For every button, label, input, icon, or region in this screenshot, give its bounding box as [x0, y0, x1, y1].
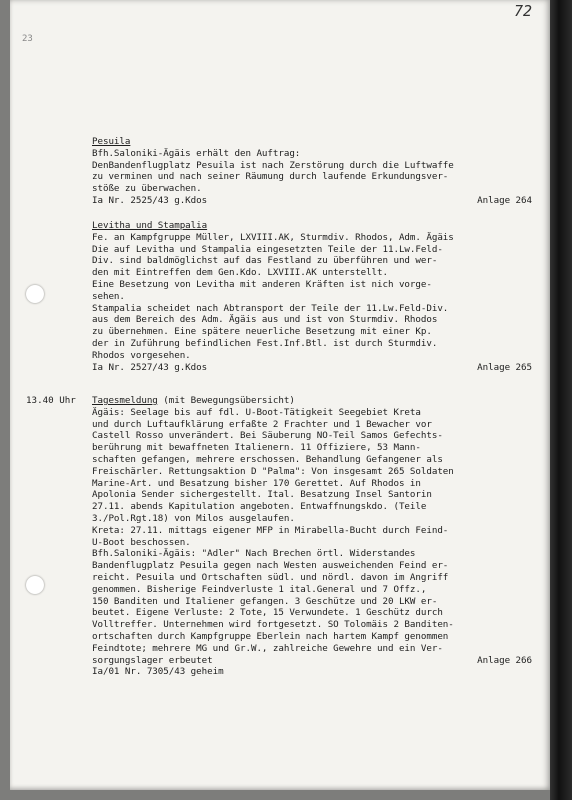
text-line: Stampalia scheidet nach Abtransport der Teile der 11.Lw.Feld-Div. [92, 302, 449, 314]
section-heading-line [92, 395, 542, 407]
text-line: beutet. Eigene Verluste: 2 Tote, 15 Verwundete. 1 Geschütz durch [92, 607, 443, 619]
text-line: Freischärler. Rettungsaktion D "Palma": Von insgesamt 265 Soldaten [92, 465, 454, 477]
text-line: sorgungslager erbeutet [92, 654, 213, 666]
text-line: reicht. Pesuila und Ortschaften südl. und nördl. davon im Angriff [92, 571, 449, 583]
text-line: berührung mit bewaffneten Italienern. 11 Offiziere, 53 Mann- [92, 442, 421, 454]
text-line: der in Zuführung befindlichen Fest.Inf.Btl. ist durch Sturmdiv. [92, 337, 438, 349]
text-line: zu verminen und nach seiner Räumung durch laufende Erkundungsver- [92, 171, 449, 183]
text-line: Rhodos vorgesehen. [92, 349, 191, 361]
reference-number: Ia Nr. 2527/43 g.Kdos [92, 361, 208, 373]
section-pesuila [92, 136, 542, 207]
punch-hole [26, 285, 44, 303]
text-line: den mit Eintreffen dem Gen.Kdo. LXVIII.AK unterstellt. [92, 267, 388, 279]
reference-number: Ia/01 Nr. 7305/43 geheim [92, 666, 224, 678]
annex-label: Anlage 264 [477, 194, 532, 206]
text-line: zu übernehmen. Eine spätere neuerliche Besetzung mit einer Kp. [92, 326, 432, 338]
text-line: Ägäis: Seelage bis auf fdl. U-Boot-Tätigkeit Seegebiet Kreta [92, 406, 421, 418]
page-number-left: 23 [22, 34, 33, 44]
text-line: 150 Banditen und Italiener gefangen. 3 Geschütze und 20 LKW er- [92, 595, 438, 607]
section-heading-suffix: (mit Bewegungsübersicht) [157, 395, 295, 406]
text-line: Kreta: 27.11. mittags eigener MFP in Mirabella-Bucht durch Feind- [92, 524, 449, 536]
time-label: 13.40 Uhr [26, 395, 76, 406]
section-levitha-stampalia [92, 220, 542, 373]
reference-line [92, 655, 542, 667]
section-heading: Pesuila [92, 136, 131, 147]
page-number: 72 [513, 2, 532, 20]
text-line: Castell Rosso unverändert. Bei Säuberung NO-Teil Samos Gefechts- [92, 430, 443, 442]
text-line: Bandenflugplatz Pesuila gegen nach Westen ausweichenden Feind er- [92, 560, 449, 572]
text-line: Div. sind baldmöglichst auf das Festland zu überführen und wer- [92, 255, 438, 267]
text-line: Bfh.Saloniki-Ägäis: "Adler" Nach Brechen örtl. Widerstandes [92, 548, 416, 560]
document-page [10, 0, 550, 790]
text-line: schaften gefangen, mehrere erschossen. Behandlung Gefangener als [92, 453, 443, 465]
section-heading: Levitha und Stampalia [92, 220, 208, 231]
section-heading: Tagesmeldung [92, 395, 158, 406]
reference-number: Ia Nr. 2525/43 g.Kdos [92, 194, 208, 206]
text-line: DenBandenflugplatz Pesuila ist nach Zerstörung durch die Luftwaffe [92, 159, 454, 171]
text-line: aus dem Bereich des Adm. Ägäis aus und ist von Sturmdiv. Rhodos [92, 314, 438, 326]
text-line: ortschaften durch Kampfgruppe Eberlein nach hartem Kampf genommen [92, 630, 449, 642]
text-line: und durch Luftaufklärung erfaßte 2 Frachter und 1 Bewacher vor [92, 418, 432, 430]
text-line: 27.11. abends Kapitulation angeboten. Entwaffnungskdo. (Teile [92, 501, 427, 513]
scan-edge [550, 0, 572, 800]
text-line: sehen. [92, 290, 125, 302]
text-line: Marine-Art. und Besatzung bisher 170 Gerettet. Auf Rhodos in [92, 477, 421, 489]
annex-label: Anlage 265 [477, 361, 532, 373]
text-line: Apolonia Sender sichergestellt. Ital. Besatzung Insel Santorin [92, 489, 432, 501]
text-line: Feindtote; mehrere MG und Gr.W., zahlreiche Gewehre und ein Ver- [92, 642, 443, 654]
reference-line [92, 195, 542, 207]
text-line: Fe. an Kampfgruppe Müller, LXVIII.AK, Sturmdiv. Rhodos, Adm. Ägäis [92, 231, 454, 243]
text-line: Eine Besetzung von Levitha mit anderen Kräften ist nich vorge- [92, 278, 432, 290]
annex-label: Anlage 266 [477, 654, 532, 666]
text-line: stöße zu überwachen. [92, 183, 202, 195]
reference-line [92, 362, 542, 374]
text-line: U-Boot beschossen. [92, 536, 191, 548]
text-line: genommen. Bisherige Feindverluste 1 ital.General und 7 Offz., [92, 583, 427, 595]
text-line: Bfh.Saloniki-Ägäis erhält den Auftrag: [92, 147, 301, 159]
punch-hole [26, 576, 44, 594]
section-tagesmeldung [92, 395, 542, 678]
text-line: 3./Pol.Rgt.18) von Milos ausgelaufen. [92, 512, 295, 524]
text-line: Die auf Levitha und Stampalia eingesetzten Teile der 11.Lw.Feld- [92, 243, 443, 255]
text-line: Volltreffer. Unternehmen wird fortgesetzt. SO Tolomäis 2 Banditen- [92, 619, 454, 631]
